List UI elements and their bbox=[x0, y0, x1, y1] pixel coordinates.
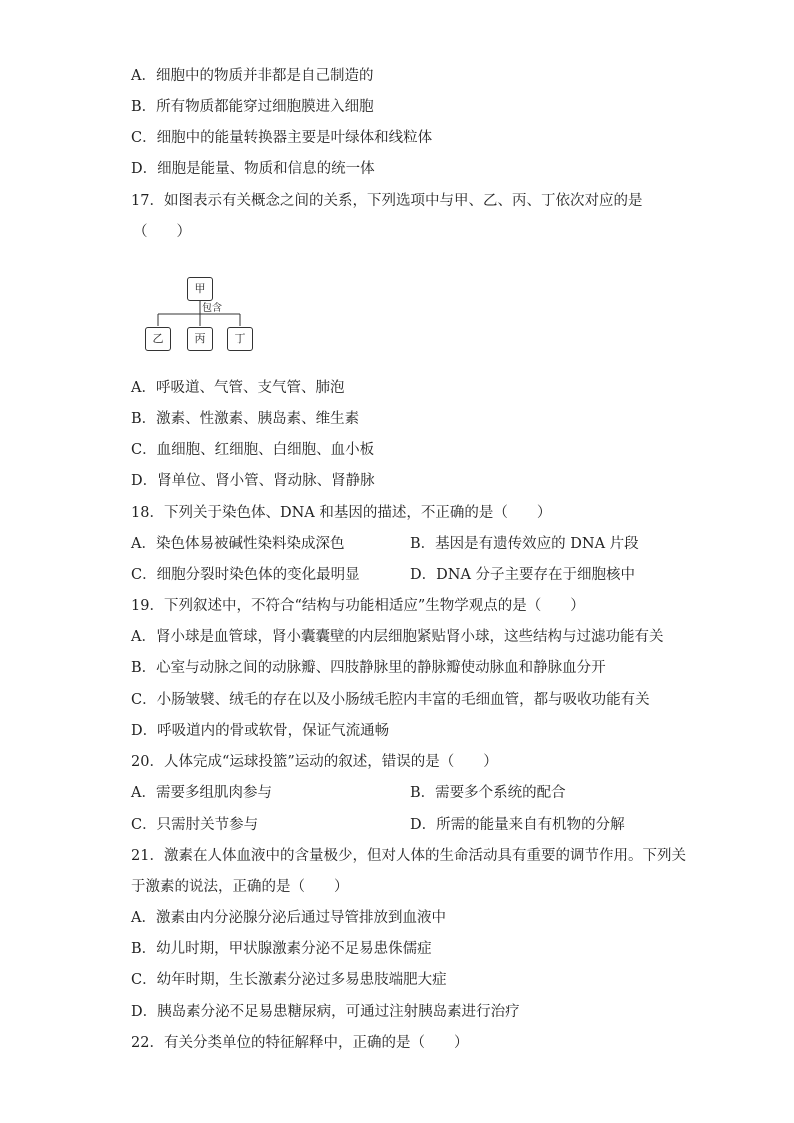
q19-option-c: C．小肠皱襞、绒毛的存在以及小肠绒毛腔内丰富的毛细血管，都与吸收功能有关 bbox=[131, 692, 650, 708]
q16-option-d: D．细胞是能量、物质和信息的统一体 bbox=[131, 161, 375, 177]
diagram-box-yi: 乙 bbox=[145, 327, 171, 351]
q17-option-a: A．呼吸道、气管、支气管、肺泡 bbox=[131, 380, 345, 396]
q21-stem-line2: 于激素的说法，正确的是（ ） bbox=[131, 879, 349, 895]
q20-option-d: D．所需的能量来自有机物的分解 bbox=[410, 817, 625, 833]
q20-option-b: B．需要多个系统的配合 bbox=[410, 785, 566, 801]
diagram-box-bing: 丙 bbox=[187, 327, 213, 351]
q21-option-d: D．胰岛素分泌不足易患糖尿病，可通过注射胰岛素进行治疗 bbox=[131, 1004, 520, 1020]
q16-option-a: A．细胞中的物质并非都是自己制造的 bbox=[131, 68, 374, 84]
q17-stem: 17．如图表示有关概念之间的关系，下列选项中与甲、乙、丙、丁依次对应的是 bbox=[131, 193, 643, 209]
q19-stem: 19．下列叙述中，不符合“结构与功能相适应”生物学观点的是（ ） bbox=[131, 598, 585, 614]
q21-option-a: A．激素由内分泌腺分泌后通过导管排放到血液中 bbox=[131, 910, 446, 926]
q21-stem-line1: 21．激素在人体血液中的含量极少，但对人体的生命活动具有重要的调节作用。下列关 bbox=[131, 848, 686, 864]
q16-option-b: B．所有物质都能穿过细胞膜进入细胞 bbox=[131, 99, 374, 115]
q17-option-b: B．激素、性激素、胰岛素、维生素 bbox=[131, 411, 360, 427]
q21-option-b: B．幼儿时期，甲状腺激素分泌不足易患侏儒症 bbox=[131, 941, 432, 957]
diagram-box-ding: 丁 bbox=[227, 327, 253, 351]
q18-option-c: C．细胞分裂时染色体的变化最明显 bbox=[131, 567, 360, 583]
q19-option-b: B．心室与动脉之间的动脉瓣、四肢静脉里的静脉瓣使动脉血和静脉血分开 bbox=[131, 660, 606, 676]
q22-stem: 22．有关分类单位的特征解释中，正确的是（ ） bbox=[131, 1035, 469, 1051]
q17-option-c: C．血细胞、红细胞、白细胞、血小板 bbox=[131, 442, 375, 458]
diagram-box-jia: 甲 bbox=[187, 277, 213, 301]
concept-diagram bbox=[138, 274, 262, 354]
q18-option-a: A．染色体易被碱性染料染成深色 bbox=[131, 536, 345, 552]
diagram-label-contains: 包含 bbox=[202, 303, 222, 314]
q18-option-b: B．基因是有遗传效应的 DNA 片段 bbox=[410, 536, 639, 552]
q20-option-a: A．需要多组肌肉参与 bbox=[131, 785, 272, 801]
q17-option-d: D．肾单位、肾小管、肾动脉、肾静脉 bbox=[131, 473, 375, 489]
q17-answer-paren: （ ） bbox=[133, 224, 191, 240]
q18-option-d: D．DNA 分子主要存在于细胞核中 bbox=[410, 567, 636, 583]
q18-stem: 18．下列关于染色体、DNA 和基因的描述，不正确的是（ ） bbox=[131, 505, 552, 521]
q20-stem: 20．人体完成“运球投篮”运动的叙述，错误的是（ ） bbox=[131, 754, 498, 770]
q19-option-d: D．呼吸道内的骨或软骨，保证气流通畅 bbox=[131, 723, 390, 739]
q16-option-c: C．细胞中的能量转换器主要是叶绿体和线粒体 bbox=[131, 130, 433, 146]
q20-option-c: C．只需肘关节参与 bbox=[131, 817, 259, 833]
q19-option-a: A．肾小球是血管球，肾小囊囊壁的内层细胞紧贴肾小球，这些结构与过滤功能有关 bbox=[131, 629, 664, 645]
q21-option-c: C．幼年时期，生长激素分泌过多易患肢端肥大症 bbox=[131, 972, 447, 988]
